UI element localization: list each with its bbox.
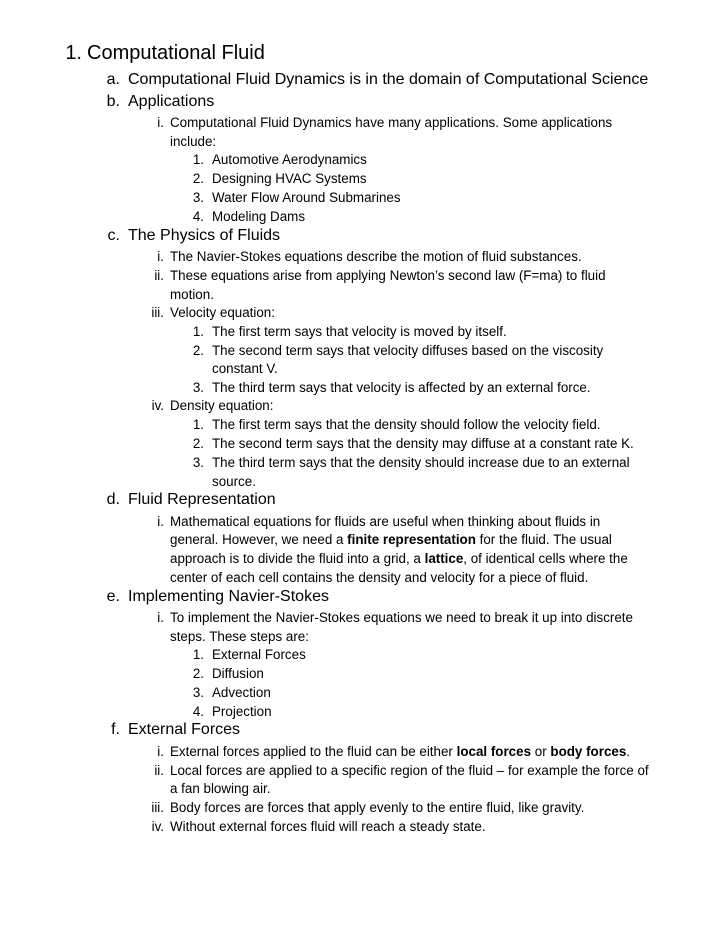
list-text: Automotive Aerodynamics bbox=[212, 152, 367, 167]
bold-term: local forces bbox=[456, 744, 532, 759]
item-c-ii-line2: motion. bbox=[170, 287, 214, 302]
list-text: External Forces bbox=[212, 647, 306, 662]
list-text: Projection bbox=[212, 704, 272, 719]
text-segment: for the fluid. The usual bbox=[475, 532, 612, 547]
item-d-i-line1: Mathematical equations for fluids are useful when thinking about fluids in bbox=[170, 514, 601, 529]
item-f-iv-text: Without external forces fluid will reach a steady state. bbox=[170, 819, 486, 834]
list-text: Designing HVAC Systems bbox=[212, 171, 367, 186]
list-text: Diffusion bbox=[212, 666, 264, 681]
list-number: 4. bbox=[192, 209, 204, 224]
item-f-ii-line1: Local forces are applied to a specific region of the fluid – for example the force of bbox=[170, 763, 649, 778]
list-number: 2. bbox=[192, 343, 204, 358]
marker-f: f. bbox=[111, 721, 120, 738]
marker-b: b. bbox=[106, 93, 120, 110]
list-number: 2. bbox=[192, 666, 204, 681]
item-c-iv-text: Density equation: bbox=[170, 398, 274, 413]
list-text: Advection bbox=[212, 685, 271, 700]
list-number: 2. bbox=[192, 171, 204, 186]
list-number: 3. bbox=[192, 190, 204, 205]
item-c-title: The Physics of Fluids bbox=[128, 227, 281, 244]
item-f-i-text bbox=[170, 744, 630, 759]
text-segment: or bbox=[531, 744, 551, 759]
text-segment: External forces applied to the fluid can be either bbox=[170, 744, 457, 759]
item-c-i-text: The Navier-Stokes equations describe the motion of fluid substances. bbox=[170, 249, 582, 264]
marker-c-i: i. bbox=[157, 249, 164, 264]
list-number: 3. bbox=[192, 380, 204, 395]
list-text: Water Flow Around Submarines bbox=[212, 190, 401, 205]
item-f-title: External Forces bbox=[128, 721, 241, 738]
list-text: source. bbox=[212, 474, 256, 489]
list-text: Modeling Dams bbox=[212, 209, 306, 224]
item-e-i-line2: steps. These steps are: bbox=[170, 629, 309, 644]
text-segment: approach is to divide the fluid into a grid, a bbox=[170, 551, 425, 566]
bold-term: body forces bbox=[550, 744, 627, 759]
list-number: 3. bbox=[192, 685, 204, 700]
list-number: 1. bbox=[192, 324, 204, 339]
list-number: 4. bbox=[192, 704, 204, 719]
heading-title: Computational Fluid bbox=[87, 42, 265, 64]
list-number: 1. bbox=[192, 417, 204, 432]
list-number: 1. bbox=[192, 152, 204, 167]
marker-d: d. bbox=[106, 491, 120, 508]
item-d-i-line3-text bbox=[170, 551, 628, 566]
list-text: The second term says that the density may diffuse at a constant rate K. bbox=[212, 436, 634, 451]
list-text: The second term says that velocity diffuses based on the viscosity bbox=[212, 343, 604, 358]
marker-f-i: i. bbox=[157, 744, 164, 759]
list-text: The first term says that velocity is moved by itself. bbox=[212, 324, 507, 339]
item-e-title: Implementing Navier-Stokes bbox=[128, 588, 329, 605]
marker-c-iv: iv. bbox=[151, 398, 164, 413]
item-f-ii-line2: a fan blowing air. bbox=[170, 781, 271, 796]
marker-d-i: i. bbox=[157, 514, 164, 529]
list-text: The third term says that velocity is affected by an external force. bbox=[212, 380, 591, 395]
marker-a: a. bbox=[106, 71, 120, 88]
item-c-ii-line1: These equations arise from applying Newton’s second law (F=ma) to fluid bbox=[170, 268, 606, 283]
marker-f-iv: iv. bbox=[151, 819, 164, 834]
marker-c-iii: iii. bbox=[151, 305, 164, 320]
marker-f-ii: ii. bbox=[154, 763, 164, 778]
item-f-iii-text: Body forces are forces that apply evenly to the entire fluid, like gravity. bbox=[170, 800, 585, 815]
marker-e-i: i. bbox=[157, 610, 164, 625]
list-text: The first term says that the density should follow the velocity field. bbox=[212, 417, 601, 432]
item-b-title: Applications bbox=[128, 93, 215, 110]
list-number: 3. bbox=[192, 455, 204, 470]
marker-c: c. bbox=[107, 227, 120, 244]
text-segment: . bbox=[626, 744, 631, 759]
marker-b-i: i. bbox=[157, 115, 164, 130]
heading-number: 1. bbox=[65, 42, 82, 64]
list-number: 1. bbox=[192, 647, 204, 662]
item-b-i-line2: include: bbox=[170, 134, 217, 149]
list-text: constant V. bbox=[212, 361, 278, 376]
item-d-i-line4-text: center of each cell contains the density and velocity for a piece of fluid. bbox=[170, 570, 589, 585]
item-d-i-line2-text bbox=[170, 532, 612, 547]
item-a-text: Computational Fluid Dynamics is in the domain of Computational Science bbox=[128, 71, 649, 88]
bold-term: finite representation bbox=[347, 532, 476, 547]
list-number: 2. bbox=[192, 436, 204, 451]
list-text: The third term says that the density should increase due to an external bbox=[212, 455, 630, 470]
marker-e: e. bbox=[106, 588, 120, 605]
item-e-i-line1: To implement the Navier-Stokes equations we need to break it up into discrete bbox=[170, 610, 633, 625]
item-c-iii-text: Velocity equation: bbox=[170, 305, 275, 320]
item-b-i-line1: Computational Fluid Dynamics have many applications. Some applications bbox=[170, 115, 613, 130]
item-d-title: Fluid Representation bbox=[128, 491, 276, 508]
marker-f-iii: iii. bbox=[151, 800, 164, 815]
marker-c-ii: ii. bbox=[154, 268, 164, 283]
bold-term: lattice bbox=[424, 551, 464, 566]
text-segment: , of identical cells where the bbox=[463, 551, 628, 566]
text-segment: general. However, we need a bbox=[170, 532, 348, 547]
